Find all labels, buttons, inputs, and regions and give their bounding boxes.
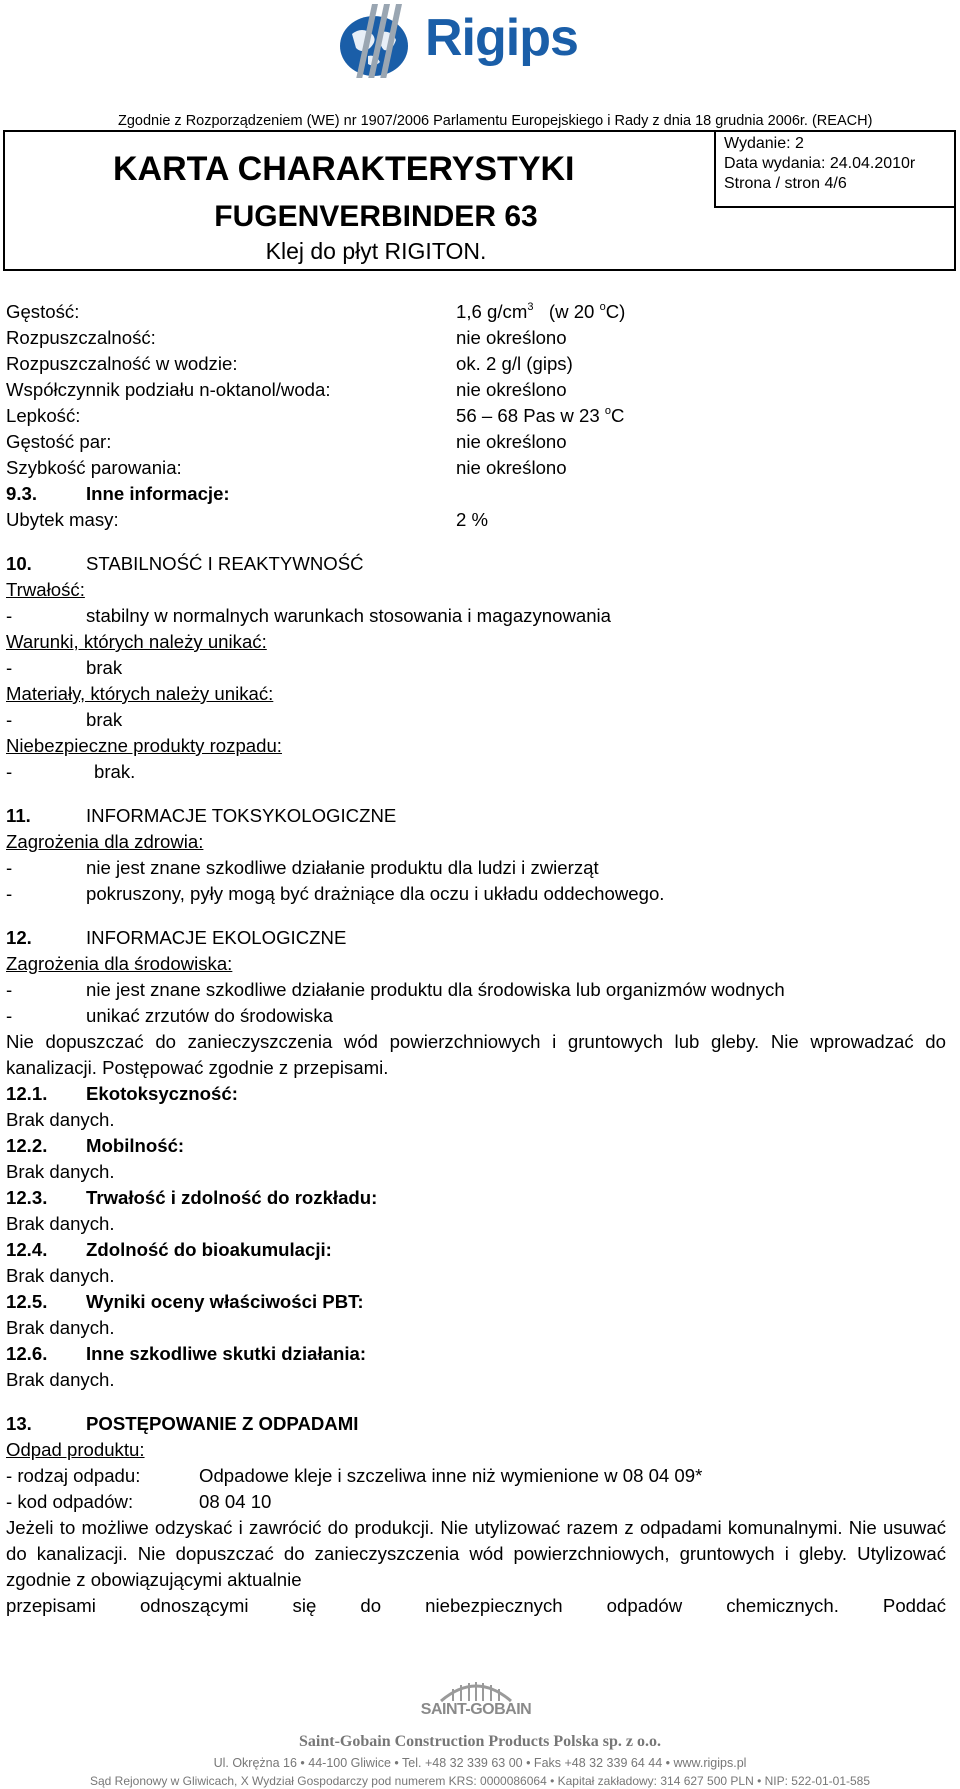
property-row [6,325,946,351]
page-number: Strona / stron 4/6 [724,175,847,192]
property-value: 2 % [456,509,489,530]
subsection-text: Brak danych. [6,1109,115,1130]
subsection-text: Brak danych. [6,1161,115,1182]
subheading: Niebezpieczne produkty rozpadu: [6,735,282,756]
subsection-heading: 12.6. Inne szkodliwe skutki działania: [6,1343,367,1364]
property-value: 1,6 $g/cm^3$ (w 20 $^o$C) [456,301,626,322]
section-13-heading: 13. POSTĘPOWANIE Z ODPADAMI [6,1413,359,1434]
property-value: nie określono [456,457,567,478]
section-10-heading: 10. STABILNOŚĆ I REAKTYWNOŚĆ [6,553,364,574]
list-item: - nie jest znane szkodliwe działanie produktu dla ludzi i zwierząt [6,857,599,878]
section-heading: 9.3. Inne informacje: [6,483,230,504]
property-row [6,377,946,403]
subsection-heading: 12.3. Trwałość i zdolność do rozkładu: [6,1187,378,1208]
saint-gobain-logo [411,1675,541,1721]
saint-gobain-wordmark: SAINT-GOBAIN [420,1701,532,1718]
subsection-heading: 12.2. Mobilność: [6,1135,185,1156]
property-value: ok. 2 g/l (gips) [456,353,573,374]
property-label: Gęstość: [6,301,80,322]
saint-gobain-arch-icon [411,1675,541,1703]
subsection-heading: 12.5. Wyniki oceny właściwości PBT: [6,1291,364,1312]
issue-date: Data wydania: 24.04.2010r [724,155,916,172]
list-item: - stabilny w normalnych warunkach stosowania i magazynowania [6,605,612,626]
section-12-heading: 12. INFORMACJE EKOLOGICZNE [6,927,347,948]
regulation-note: Zgodnie z Rozporządzeniem (WE) nr 1907/2006 Parlamentu Europejskiego i Rady z dnia 18 grudnia 2006r. (REACH) [118,113,873,129]
waste-code-row: - kod odpadów: 08 04 10 [6,1491,272,1512]
list-item: - unikać zrzutów do środowiska [6,1005,333,1026]
subheading: Trwałość: [6,579,85,600]
property-value: nie określono [456,327,567,348]
list-item: - brak [6,657,123,678]
subsection-text: Brak danych. [6,1213,115,1234]
property-label: Współczynnik podziału n-oktanol/woda: [6,379,331,400]
list-item: - nie jest znane szkodliwe działanie produktu dla środowiska lub organizmów wodnych [6,979,785,1000]
property-label: Rozpuszczalność w wodzie: [6,353,238,374]
subheading: Warunki, których należy unikać: [6,631,267,652]
list-item: - brak [6,709,123,730]
property-value: nie określono [456,379,567,400]
title-box [3,130,956,271]
paragraph: Jeżeli to możliwe odzyskać i zawrócić do produkcji. Nie utylizować razem z odpadami komunalnymi. Nie usuwać do kanalizacji. Nie dopuszczać do zanieczyszczenia wód powierzchniowych, gruntowych i gleby. Utylizować zgodnie z obowiązującymi aktualnie [6,1517,946,1590]
paragraph: Nie dopuszczać do zanieczyszczenia wód powierzchniowych i gruntowych lub gleby. Nie wprowadzać do kanalizacji. Postępować zgodnie z przepisami. [6,1031,946,1078]
document-title: KARTA CHARAKTERYSTYKI [113,150,575,188]
property-row [6,351,946,377]
property-label: Rozpuszczalność: [6,327,156,348]
footer-address: Ul. Okrężna 16 • 44-100 Gliwice • Tel. +48 32 339 63 00 • Faks +48 32 339 64 44 • www.rigips.pl [213,1756,747,1770]
paragraph-last-line: przepisami odnoszącymi się do niebezpiecznych odpadów chemicznych. Poddać [6,1595,946,1616]
globe-icon [332,4,424,78]
document-meta [714,130,954,208]
subheading: Materiały, których należy unikać: [6,683,274,704]
section-11-heading: 11. INFORMACJE TOKSYKOLOGICZNE [6,805,397,826]
waste-type-row: - rodzaj odpadu: Odpadowe kleje i szczeliwa inne niż wymienione w 08 04 09* [6,1465,703,1486]
product-subtitle: Klej do płyt RIGITON. [265,238,487,264]
product-name: FUGENVERBINDER 63 [214,200,538,233]
footer-company: Saint-Gobain Construction Products Polska sp. z o.o. [299,1733,661,1750]
property-value: 56 – 68 Pas w 23 $^o$C [456,405,625,426]
document-body [6,299,946,1619]
property-row [6,299,946,325]
edition: Wydanie: 2 [724,135,804,152]
subsection-text: Brak danych. [6,1265,115,1286]
logo-wordmark: Rigips [425,9,578,67]
list-item: - pokruszony, pyły mogą być drażniące dla oczu i układu oddechowego. [6,883,665,904]
property-row [6,429,946,455]
list-item: - brak. [6,761,136,782]
footer-registry: Sąd Rejonowy w Gliwicach, X Wydział Gospodarczy pod numerem KRS: 0000086064 • Kapitał zakładowy: 314 627 500 PLN • NIP: 522-01-01-585 [89,1774,871,1788]
property-label: Gęstość par: [6,431,112,452]
property-label: Ubytek masy: [6,509,119,530]
subsection-text: Brak danych. [6,1369,115,1390]
subheading: Zagrożenia dla zdrowia: [6,831,204,852]
property-row [6,455,946,481]
subsection-heading: 12.4. Zdolność do bioakumulacji: [6,1239,332,1260]
subsection-text: Brak danych. [6,1317,115,1338]
subheading: Zagrożenia dla środowiska: [6,953,233,974]
property-row [6,403,946,429]
property-label: Szybkość parowania: [6,457,182,478]
property-label: Lepkość: [6,405,81,426]
property-row [6,507,946,533]
subheading: Odpad produktu: [6,1439,145,1460]
subsection-heading: 12.1. Ekotoksyczność: [6,1083,238,1104]
property-value: nie określono [456,431,567,452]
rigips-logo [332,4,578,78]
